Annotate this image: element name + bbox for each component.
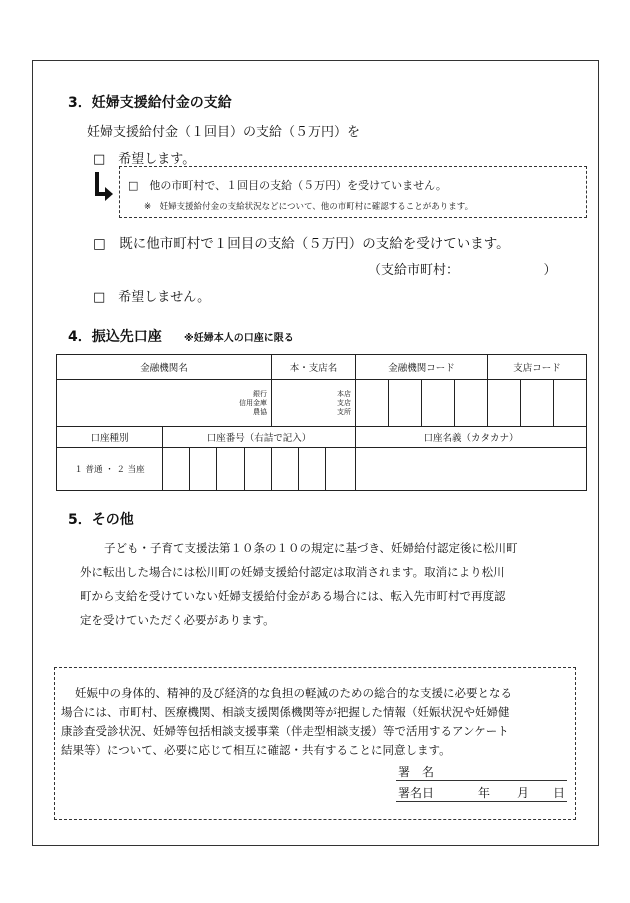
account-number-digit[interactable] xyxy=(326,448,356,491)
sub-option-checkbox[interactable]: □ 他の市町村で、１回目の支給（５万円）を受けていません。 xyxy=(128,179,447,192)
account-type-cell[interactable]: １ 普通 ・ ２ 当座 xyxy=(57,448,163,491)
signature-label: 署 名 xyxy=(398,765,435,779)
paragraph-line: 外に転出した場合には松川町の妊婦支援給付認定は取消されます。取消により松川 xyxy=(80,565,505,579)
branch-code-digit[interactable] xyxy=(488,380,521,427)
paying-municipality-field[interactable]: （支給市町村： ） xyxy=(368,263,557,278)
account-holder-cell[interactable] xyxy=(356,448,587,491)
branch-code-digit[interactable] xyxy=(521,380,554,427)
header-account-number: 口座番号（右詰で記入） xyxy=(163,427,356,448)
branch-type-office: 支所 xyxy=(337,407,351,416)
bank-code-digit[interactable] xyxy=(455,380,488,427)
bank-type-bank: 銀行 xyxy=(253,389,267,398)
section3-title: 3．妊婦支援給付金の支給 xyxy=(68,95,232,111)
bank-type-nokyo: 農協 xyxy=(253,407,267,416)
header-account-type: 口座種別 xyxy=(57,427,163,448)
month-label: 月 xyxy=(517,786,530,800)
section4-note: ※妊婦本人の口座に限る xyxy=(184,333,294,344)
option-received-checkbox[interactable]: □ 既に他市町村で１回目の支給（５万円）の支給を受けています。 xyxy=(93,236,510,252)
bank-code-digit[interactable] xyxy=(389,380,422,427)
consent-text xyxy=(61,684,569,760)
header-account-holder: 口座名義（カタカナ） xyxy=(356,427,587,448)
signature-date-field[interactable] xyxy=(396,801,567,802)
sub-option-box xyxy=(119,166,587,218)
consent-line: 場合には、市町村、医療機関、相談支援関係機関等が把握した情報（妊娠状況や妊婦健 xyxy=(61,705,510,719)
account-number-digit[interactable] xyxy=(272,448,299,491)
consent-line: 妊娠中の身体的、精神的及び経済的な負担の軽減のための総合的な支援に必要となる xyxy=(75,686,512,700)
account-number-digit[interactable] xyxy=(190,448,217,491)
option-no-wish-checkbox[interactable]: □ 希望しません。 xyxy=(93,290,211,305)
branch-name-cell[interactable] xyxy=(272,380,356,427)
section4-title: 4．振込先口座 xyxy=(68,329,162,345)
account-number-digit[interactable] xyxy=(163,448,190,491)
paragraph-line: 町から支給を受けていない妊婦支援給付金がある場合には、転入先市町村で再度認 xyxy=(80,589,506,603)
bank-code-digit[interactable] xyxy=(356,380,389,427)
consent-box xyxy=(54,667,576,820)
signature-date-label: 署名日 xyxy=(398,786,435,800)
consent-line: 結果等）について、必要に応じて相互に確認・共有することに同意します。 xyxy=(61,743,451,757)
header-branch-name: 本・支店名 xyxy=(272,355,356,380)
bank-type-shinkin: 信用金庫 xyxy=(239,398,267,407)
paragraph-line: 定を受けていただく必要があります。 xyxy=(80,613,275,627)
section5-paragraph xyxy=(80,536,580,632)
branch-type-branch: 支店 xyxy=(337,398,351,407)
signature-field[interactable] xyxy=(396,780,567,781)
header-bank-code: 金融機関コード xyxy=(356,355,488,380)
bank-account-table xyxy=(56,354,587,491)
consent-line: 康診査受診状況、妊婦等包括相談支援事業（伴走型相談支援）等で活用するアンケート xyxy=(61,724,509,738)
sub-option-note: ※ 妊婦支援給付金の支給状況などについて、他の市町村に確認することがあります。 xyxy=(144,202,474,212)
option-wish-checkbox[interactable]: □ 希望します。 xyxy=(93,152,196,167)
section5-title: 5．その他 xyxy=(68,512,134,528)
account-number-digit[interactable] xyxy=(299,448,326,491)
section3-intro: 妊婦支援給付金（１回目）の支給（５万円）を xyxy=(87,125,361,140)
arrow-down-right-icon xyxy=(92,170,114,204)
account-number-digit[interactable] xyxy=(217,448,245,491)
bank-code-digit[interactable] xyxy=(422,380,455,427)
year-label: 年 xyxy=(478,786,491,800)
header-branch-code: 支店コード xyxy=(488,355,587,380)
header-bank-name: 金融機関名 xyxy=(57,355,272,380)
paragraph-line: 子ども・子育て支援法第１０条の１０の規定に基づき、妊婦給付認定後に松川町 xyxy=(104,541,518,555)
branch-code-digit[interactable] xyxy=(554,380,587,427)
branch-type-main: 本店 xyxy=(337,389,351,398)
account-number-digit[interactable] xyxy=(245,448,272,491)
day-label: 日 xyxy=(553,786,566,800)
bank-name-cell[interactable] xyxy=(57,380,272,427)
